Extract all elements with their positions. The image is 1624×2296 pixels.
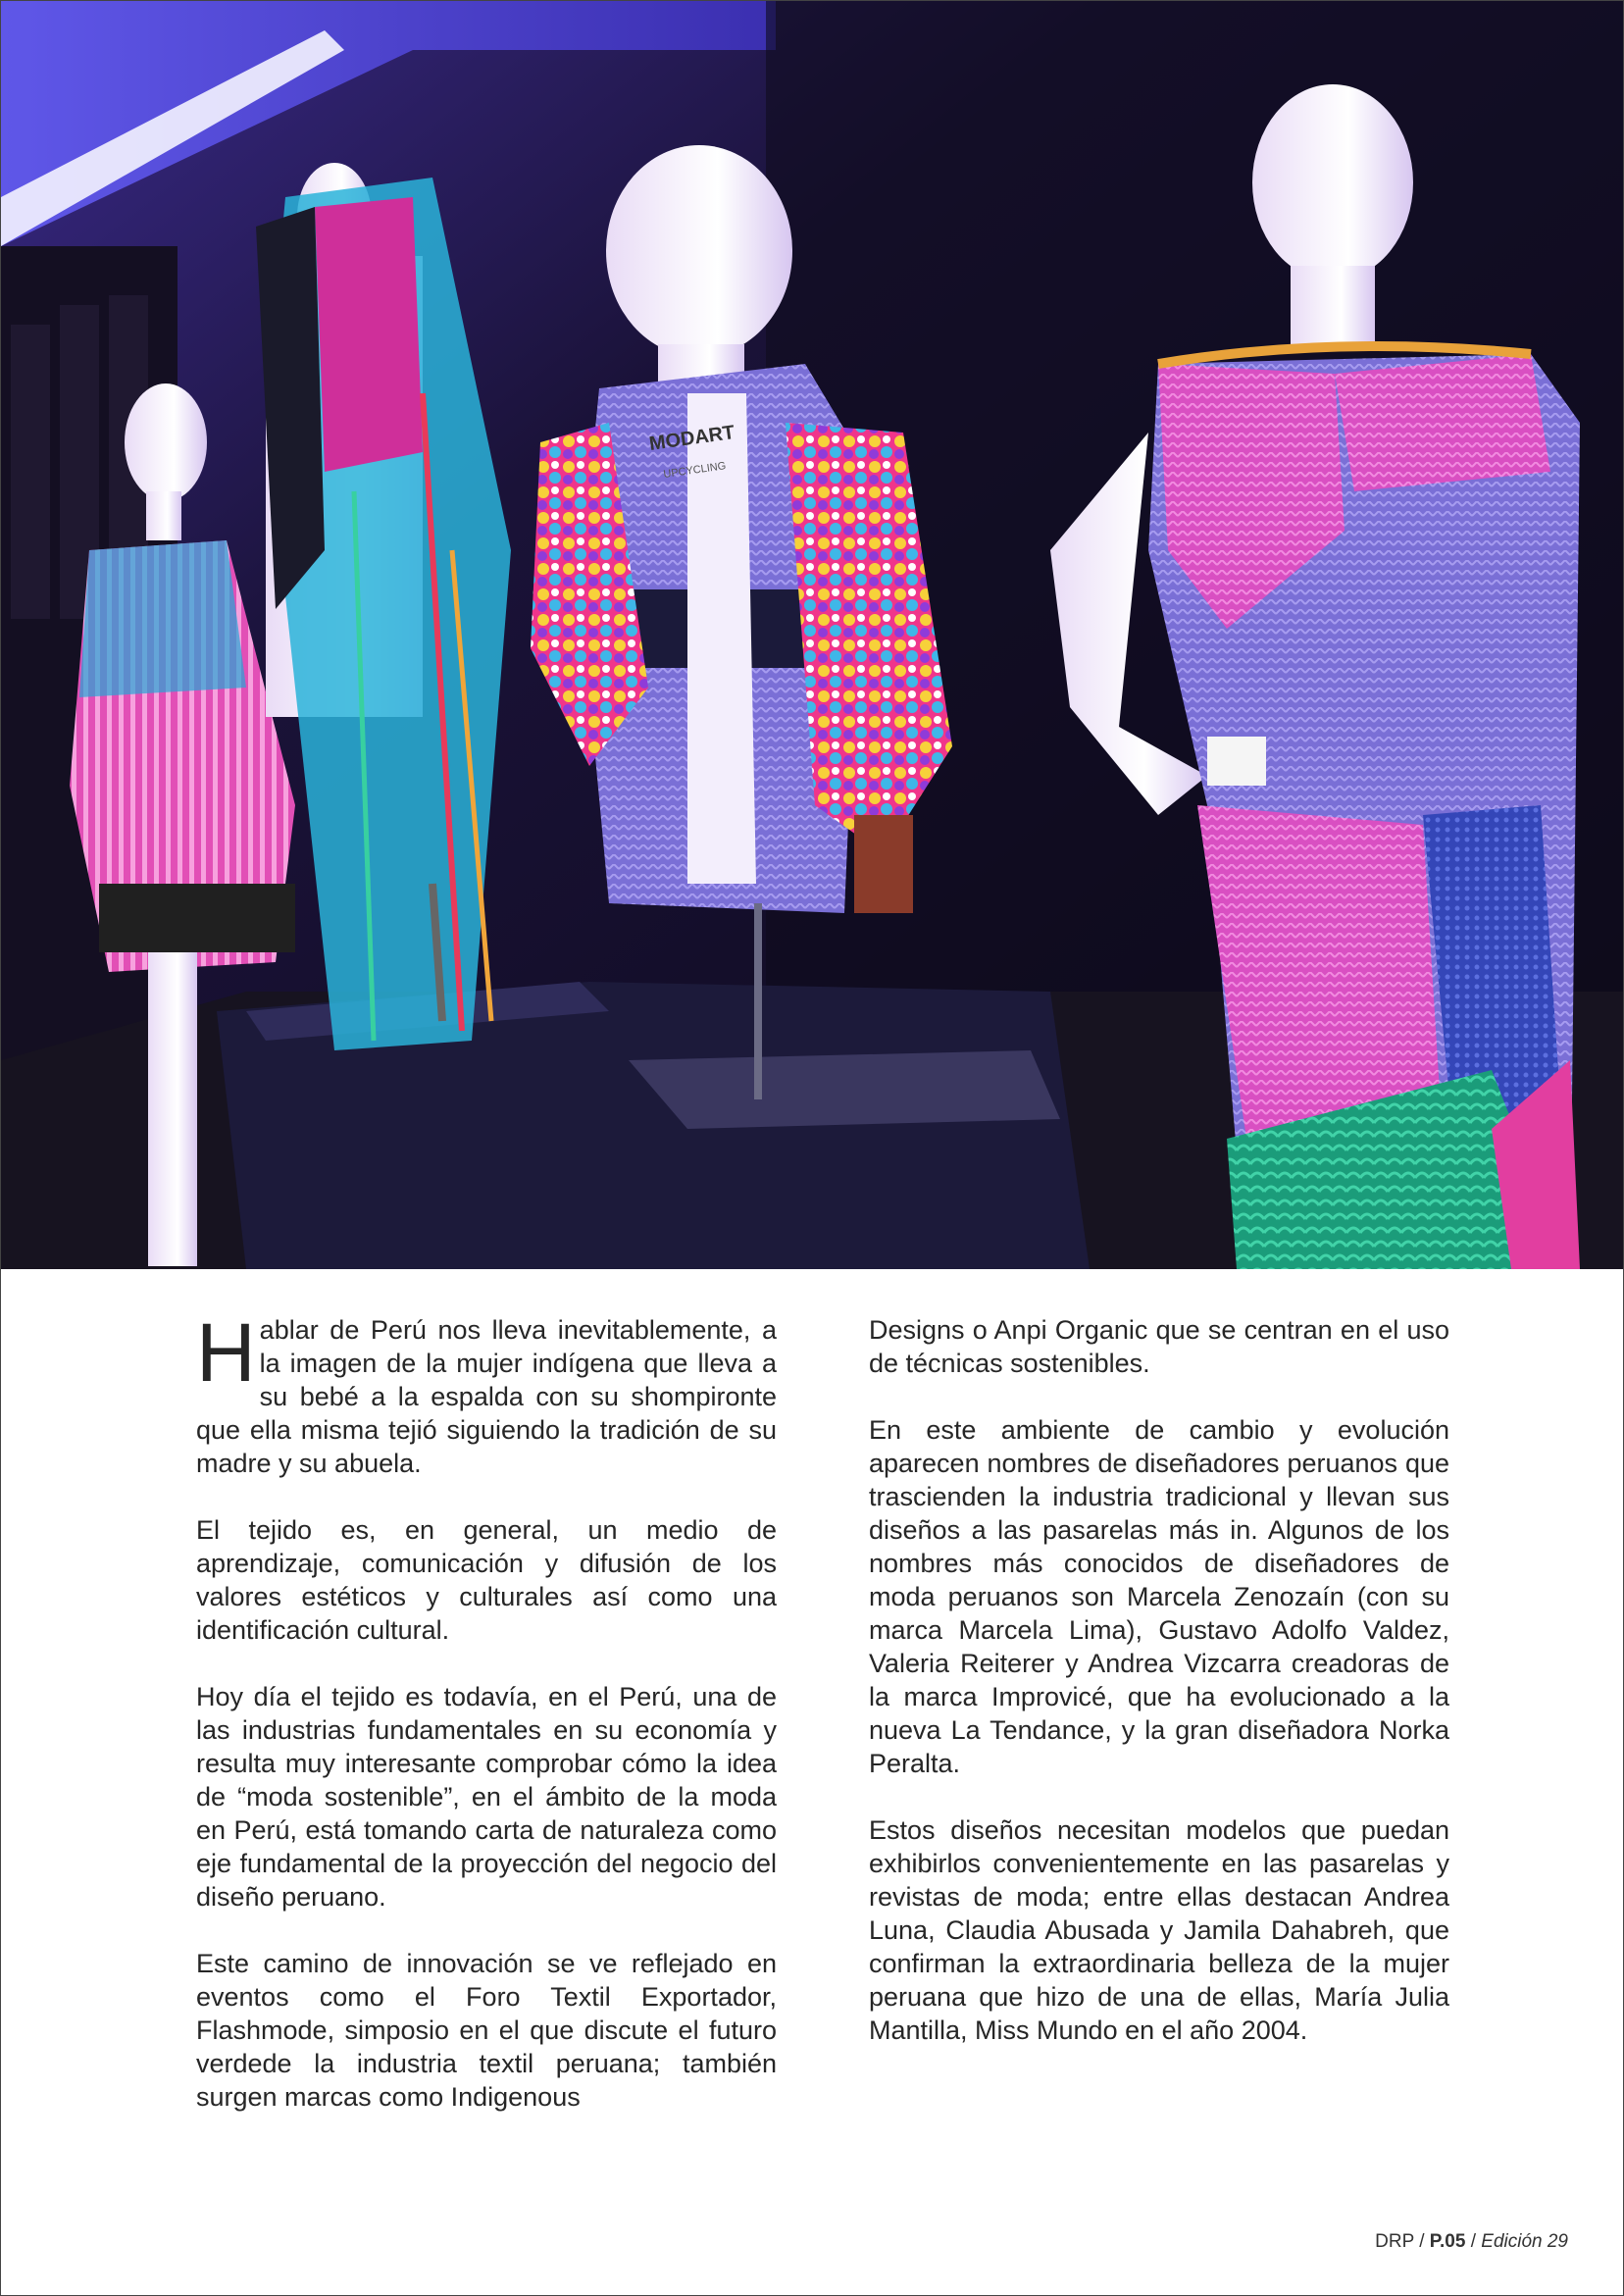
article-column-right: [869, 1313, 1449, 2080]
mannequin-brand-sublabel: UPCYCLING: [662, 460, 727, 481]
dropcap-letter: H: [196, 1306, 256, 1399]
article-paragraph: Hoy día el tejido es todavía, en el Perú, una de las industrias fundamentales en su economía y resulta muy interesante comprobar cómo la idea de “moda sostenible”, en el ámbito de la moda en Perú, está tomando carta de naturaleza como eje fundamental de la proyección del negocio del diseño peruano.: [196, 1682, 777, 1912]
article-paragraph: El tejido es, en general, un medio de aprendizaje, comunicación y difusión de los valores estéticos y culturales así como una identificación cultural.: [196, 1515, 777, 1645]
article-paragraph: En este ambiente de cambio y evolución aparecen nombres de diseñadores peruanos que trascienden la industria tradicional y llevan sus diseños a las pasarelas más in. Algunos de los nombres más conocidos de diseñadores de moda peruanos son Marcela Zenozaín (con su marca Marcela Lima), Gustavo Adolfo Valdez, Valeria Reiterer y Andrea Vizcarra creadoras de la marca Improvicé, que ha evolucionado a la nueva La Tendance, y la gran diseñadora Norka Peralta.: [869, 1415, 1449, 1778]
fashion-exhibit-photo: [1, 1, 1624, 1269]
article-column-left: [196, 1306, 777, 2147]
footer-separator: /: [1413, 2231, 1430, 2252]
page-footer: [1375, 2231, 1568, 2253]
article-paragraph: Estos diseños necesitan modelos que puedan exhibirlos convenientemente en las pasarelas y revistas de moda; entre ellas destacan Andrea Luna, Claudia Abusada y Jamila Dahabreh, que confirman la extraordinaria belleza de la mujer peruana que hizo de una de ellas, María Julia Mantilla, Miss Mundo en el año 2004.: [869, 1815, 1449, 2045]
mannequin-brand-label: MODART: [647, 421, 736, 455]
edition-label: Edición 29: [1481, 2231, 1568, 2252]
article-paragraph: Este camino de innovación se ve reflejado en eventos como el Foro Textil Exportador, Flashmode, simposio en el que discute el futuro verdede la industria textil peruana; también surgen marcas como Indigenous: [196, 1949, 777, 2112]
article-paragraph: Designs o Anpi Organic que se centran en el uso de técnicas sostenibles.: [869, 1315, 1449, 1378]
article-paragraph: [196, 1306, 777, 1480]
page-number: P.05: [1429, 2231, 1466, 2252]
paragraph-text: ablar de Perú nos lleva inevitablemente, a la imagen de la mujer indígena que lleva a su bebé a la espalda con su shompironte que ella misma tejió siguiendo la tradición de su madre y su abuela.: [196, 1315, 777, 1478]
footer-separator: /: [1465, 2231, 1482, 2252]
publication-name: DRP: [1375, 2231, 1414, 2252]
